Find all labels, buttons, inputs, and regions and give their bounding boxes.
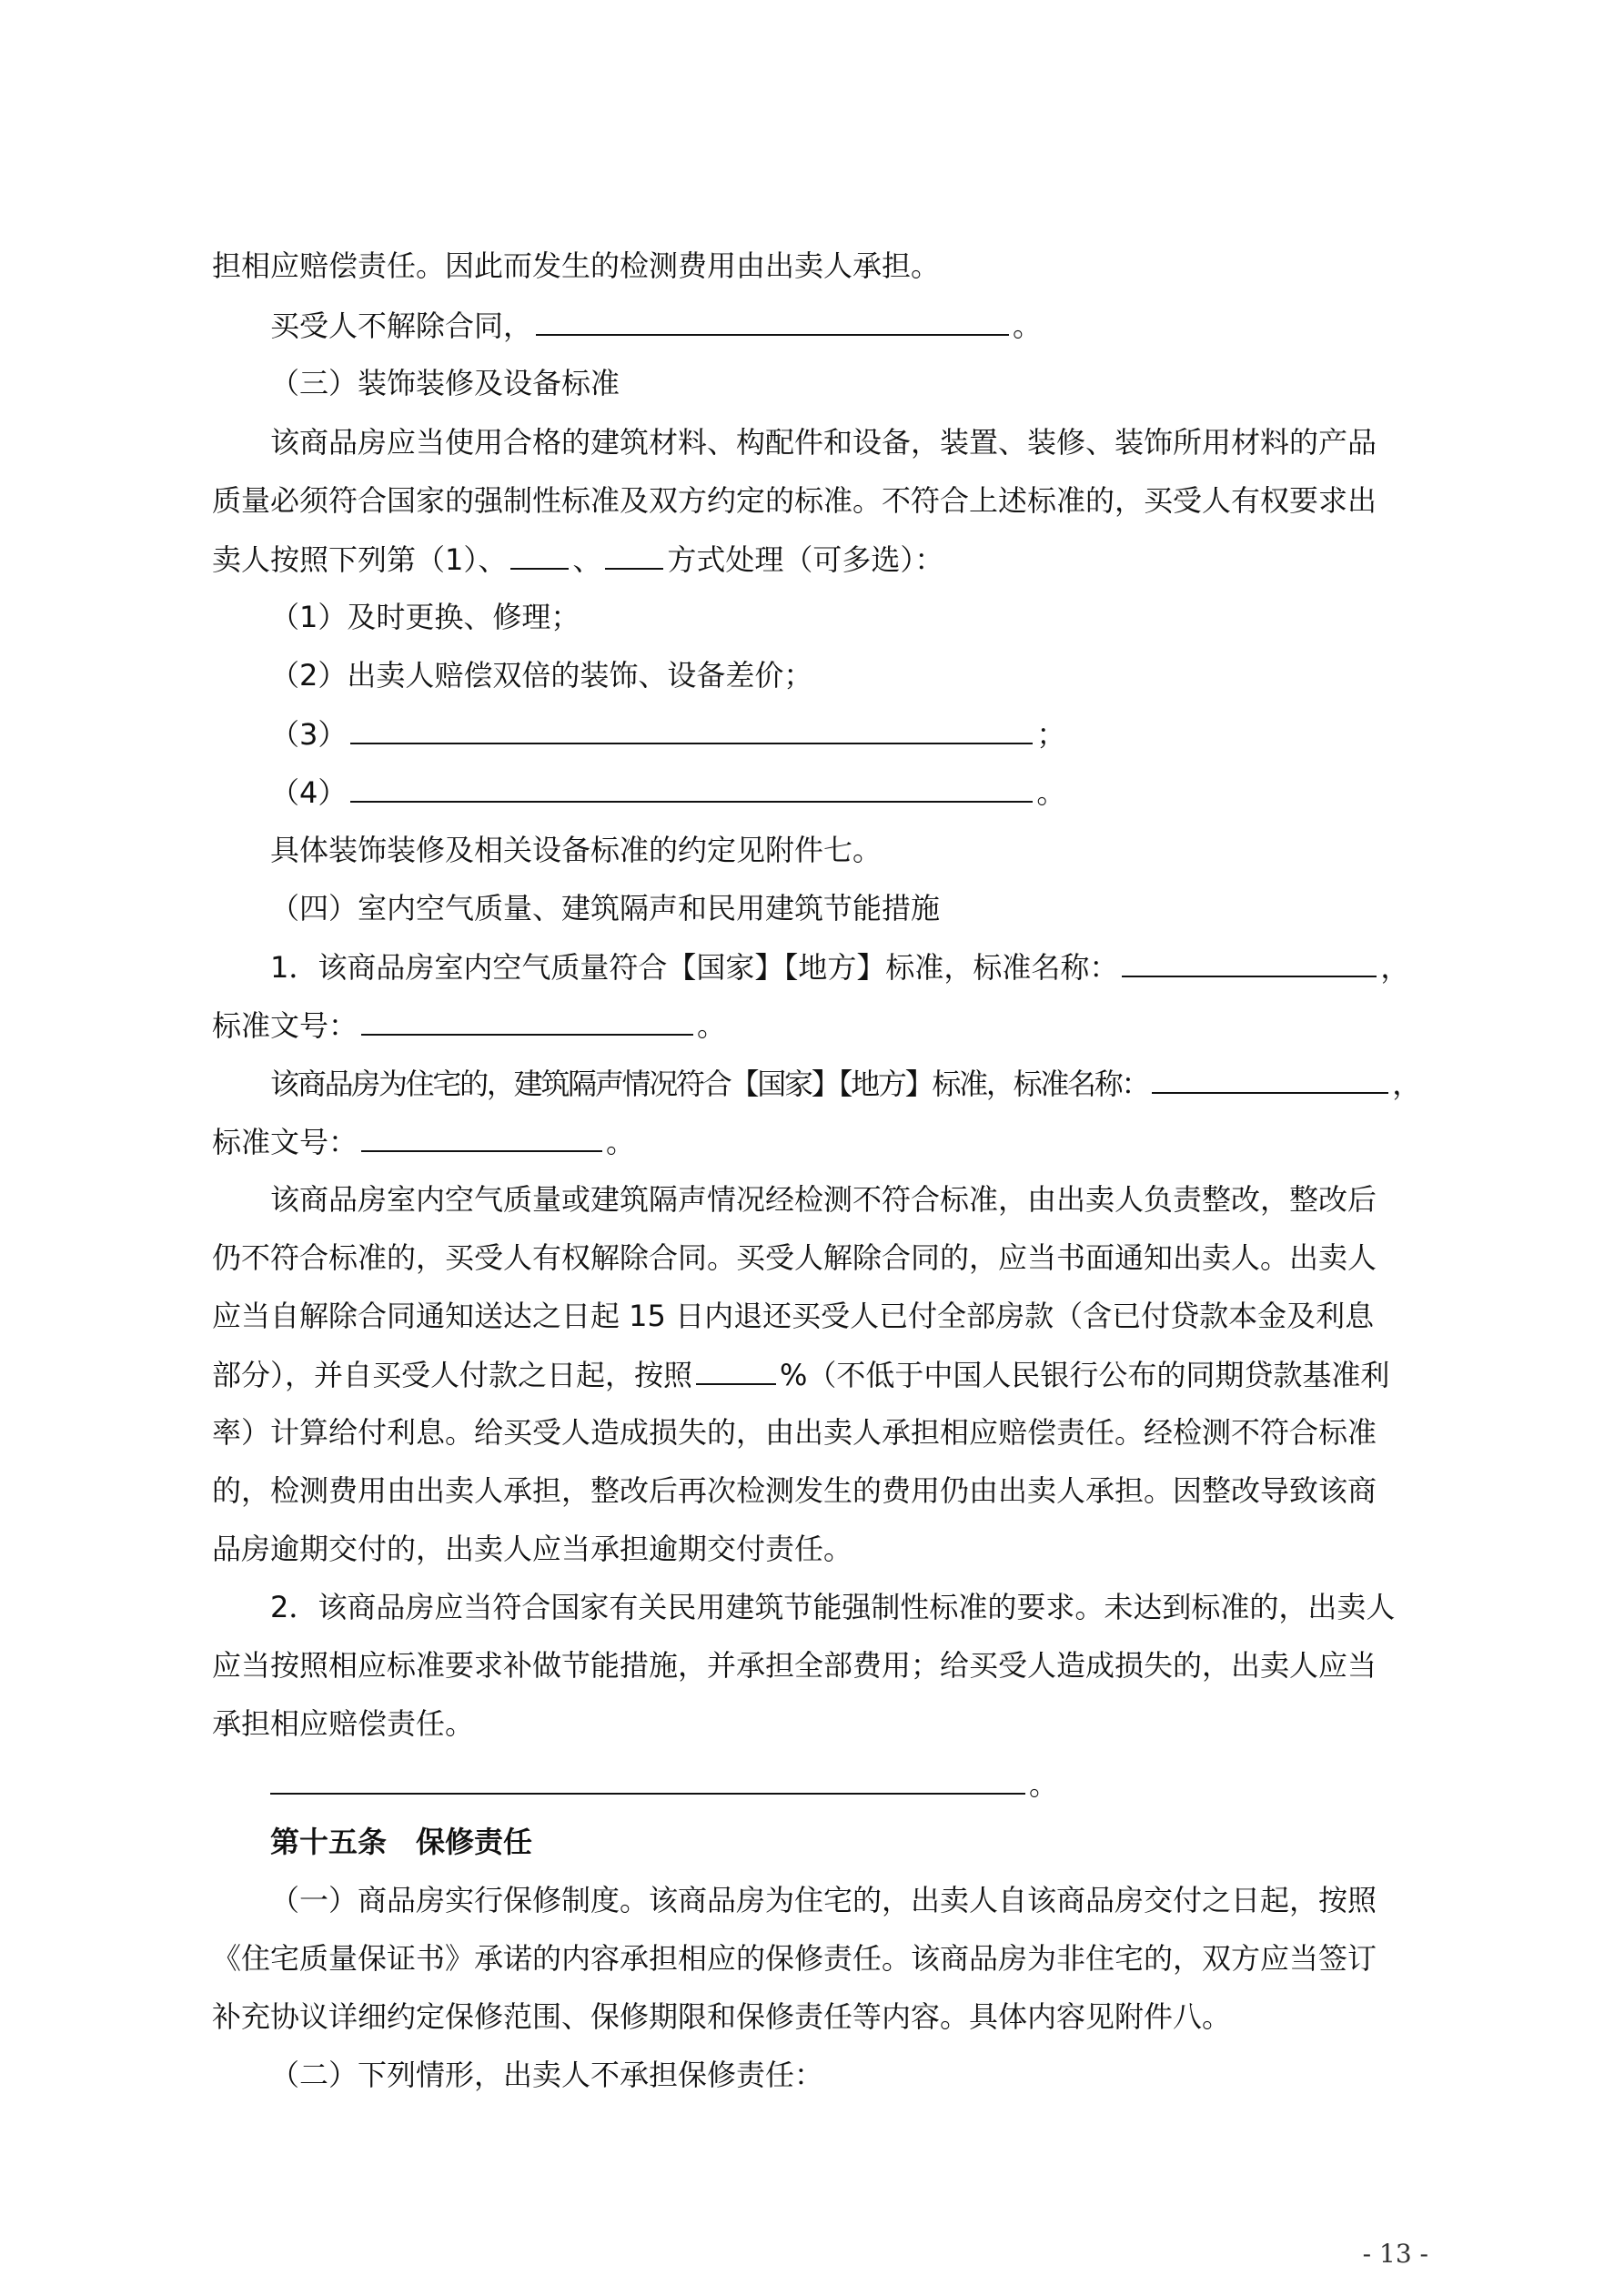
list-item: （2）出卖人赔偿双倍的装饰、设备差价； — [270, 658, 813, 693]
fill-in-blank[interactable] — [350, 715, 1033, 744]
section-heading: （四）室内空气质量、建筑隔声和民用建筑节能措施 — [270, 891, 941, 925]
text-line: 承担相应赔偿责任。 — [212, 1706, 475, 1741]
text-line: 的，检测费用由出卖人承担，整改后再次检测发生的费用仍由出卖人承担。因整改导致该商 — [212, 1473, 1377, 1508]
text-line: 仍不符合标准的，买受人有权解除合同。买受人解除合同的，应当书面通知出卖人。出卖人 — [212, 1240, 1377, 1275]
line-text: 。 — [606, 1125, 636, 1159]
text-line — [212, 1356, 1389, 1392]
line-text: （4） — [270, 775, 348, 810]
text-line — [270, 307, 1042, 343]
line-text: ； — [1036, 717, 1066, 752]
text-line — [212, 1006, 726, 1043]
fill-in-blank[interactable] — [536, 307, 1009, 336]
text-line — [270, 1065, 1419, 1101]
fill-in-blank[interactable] — [1122, 948, 1377, 977]
text-line — [270, 1765, 1058, 1802]
text-line: 质量必须符合国家的强制性标准及双方约定的标准。不符合上述标准的，买受人有权要求出 — [212, 483, 1377, 518]
line-text: 。 — [1029, 1767, 1059, 1802]
list-item — [270, 715, 1065, 752]
text-line: 应当自解除合同通知送达之日起 15 日内退还买受人已付全部房款（含已付贷款本金及利息 — [212, 1299, 1375, 1333]
line-text: 、 — [572, 542, 602, 577]
fill-in-blank[interactable] — [1152, 1065, 1388, 1094]
text-line: 该商品房室内空气质量或建筑隔声情况经检测不符合标准，由出卖人负责整改，整改后 — [270, 1182, 1377, 1217]
line-text: 卖人按照下列第（1）、 — [212, 542, 508, 577]
line-text: 标准文号： — [212, 1125, 358, 1159]
line-text: ， — [1392, 1067, 1420, 1101]
fill-in-blank[interactable] — [350, 774, 1033, 803]
text-line: （二）下列情形，出卖人不承担保修责任： — [270, 2058, 824, 2092]
text-line: 担相应赔偿责任。因此而发生的检测费用由出卖人承担。 — [212, 248, 941, 283]
text-line: 2．该商品房应当符合国家有关民用建筑节能强制性标准的要求。未达到标准的，出卖人 — [270, 1590, 1396, 1624]
text-line: 品房逾期交付的，出卖人应当承担逾期交付责任。 — [212, 1532, 853, 1566]
fill-in-blank[interactable] — [270, 1765, 1025, 1795]
list-item — [270, 774, 1065, 810]
text-line: 补充协议详细约定保修范围、保修期限和保修责任等内容。具体内容见附件八。 — [212, 1999, 1232, 2034]
line-text: 部分），并自买受人付款之日起，按照 — [212, 1358, 693, 1392]
fill-in-blank[interactable] — [696, 1356, 776, 1385]
line-text: （3） — [270, 717, 348, 752]
page-number: - 13 - — [1362, 2239, 1428, 2269]
text-line: （一）商品房实行保修制度。该商品房为住宅的，出卖人自该商品房交付之日起，按照 — [270, 1883, 1377, 1917]
text-line: 应当按照相应标准要求补做节能措施，并承担全部费用；给买受人造成损失的，出卖人应当 — [212, 1648, 1377, 1683]
text-line — [212, 1123, 635, 1159]
article-heading: 第十五条 保修责任 — [270, 1825, 533, 1859]
line-text: 方式处理（可多选）： — [667, 542, 944, 577]
text-line: 《住宅质量保证书》承诺的内容承担相应的保修责任。该商品房为非住宅的，双方应当签订 — [212, 1941, 1377, 1976]
line-text: 。 — [697, 1008, 727, 1043]
fill-in-blank[interactable] — [510, 541, 569, 570]
line-text: 1．该商品房室内空气质量符合【国家】【地方】标准，标准名称： — [270, 950, 1119, 985]
text-line: 率）计算给付利息。给买受人造成损失的，由出卖人承担相应赔偿责任。经检测不符合标准 — [212, 1415, 1377, 1450]
text-line: 该商品房应当使用合格的建筑材料、构配件和设备，装置、装修、装饰所用材料的产品 — [270, 425, 1377, 460]
text-line: 具体装饰装修及相关设备标准的约定见附件七。 — [270, 833, 883, 867]
line-text: 标准文号： — [212, 1008, 358, 1043]
text-line — [212, 541, 943, 577]
list-item: （1）及时更换、修理； — [270, 600, 580, 634]
fill-in-blank[interactable] — [361, 1123, 602, 1152]
fill-in-blank[interactable] — [361, 1006, 693, 1036]
fill-in-blank[interactable] — [605, 541, 663, 570]
line-text: 。 — [1036, 775, 1066, 810]
line-text: 该商品房为住宅的，建筑隔声情况符合【国家】【地方】标准，标准名称： — [270, 1067, 1149, 1101]
line-text: %（不低于中国人民银行公布的同期贷款基准利 — [780, 1358, 1390, 1392]
line-text: 买受人不解除合同， — [270, 308, 533, 343]
text-line — [270, 948, 1409, 985]
line-text: ， — [1380, 950, 1410, 985]
section-heading: （三）装饰装修及设备标准 — [270, 366, 620, 400]
line-text: 。 — [1013, 308, 1043, 343]
